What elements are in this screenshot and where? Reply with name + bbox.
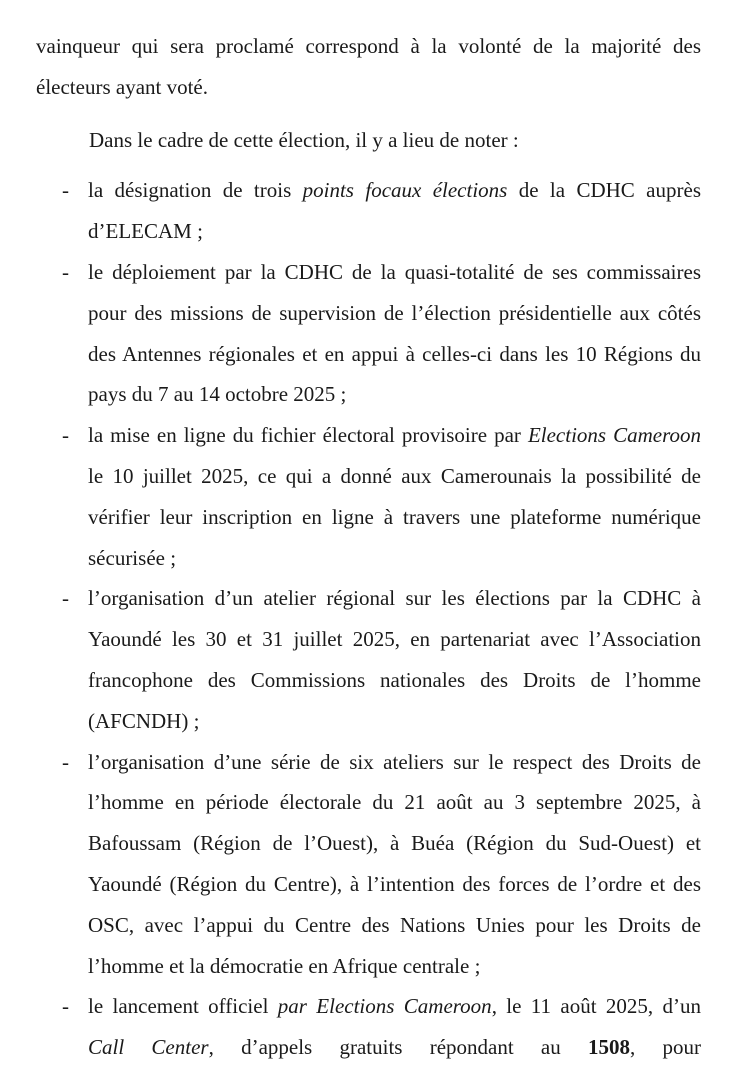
text-span: l’organisation d’un atelier régional sur les élections par la CDHC à Yaoundé les 30 et 31 juillet 2025, en partenariat avec l’Association francophone des Commissions nationales des Droits de l’homme (AFCNDH) ;: [88, 586, 701, 733]
text-span: de la CDHC auprès d’ELECAM ;: [88, 178, 701, 244]
text-span: la désignation de trois: [88, 178, 303, 203]
text-span: , le 11 août 2025, d’un: [491, 994, 701, 1019]
text-span: la mise en ligne du fichier électoral provisoire par: [88, 423, 528, 448]
text-span: le déploiement par la CDHC de la quasi-totalité de ses commissaires pour des missions de supervision de l’élection présidentielle aux côtés des Antennes régionales et en appui à celles-ci dans les 10 Régions du pays du 7 au 14 octobre 2025 ;: [88, 259, 701, 407]
text-span: le 10 juillet 2025, ce qui a donné aux Camerounais la possibilité de vérifier leur inscription en ligne à travers une plateforme numérique sécurisée ;: [88, 463, 701, 570]
opening-paragraph: vainqueur qui sera proclamé correspond à la volonté de la majorité des électeurs ayant voté.: [36, 34, 701, 99]
list-item: [36, 742, 701, 987]
list-item: [36, 252, 701, 415]
bullet-dash: -: [62, 586, 69, 611]
text-span: l’organisation d’une série de six ateliers sur le respect des Droits de l’homme en période électorale du 21 août au 3 septembre 2025, à Bafoussam (Région de l’Ouest), à Buéa (Région du Sud-Ouest) et Yaoundé (Région du Centre), à l’intention des forces de l’ordre et des OSC, avec l’appui du Centre des Nations Unies pour les Droits de l’homme et la démocratie en Afrique centrale ;: [88, 749, 701, 978]
italic-text: Elections Cameroon: [527, 423, 701, 448]
list-item: [36, 986, 701, 1068]
bullet-list: [36, 170, 701, 1068]
list-item: [36, 578, 701, 741]
bullet-dash: -: [62, 259, 69, 284]
document-page: [36, 26, 701, 1068]
bullet-dash: -: [62, 423, 69, 448]
list-item: [36, 415, 701, 578]
text-span: le lancement officiel: [88, 994, 278, 1019]
list-item: [36, 170, 701, 252]
intro-paragraph: Dans le cadre de cette élection, il y a lieu de noter :: [89, 127, 519, 152]
bullet-dash: -: [62, 749, 69, 774]
bold-number: 1508: [588, 1035, 631, 1060]
italic-text: Call Center: [88, 1035, 209, 1060]
italic-text: points focaux élections: [302, 178, 508, 203]
italic-text: par Elections Cameroon: [277, 994, 492, 1019]
bullet-dash: -: [62, 994, 69, 1019]
text-span: , pour: [630, 1035, 702, 1060]
bullet-dash: -: [62, 178, 69, 203]
text-span: , d’appels gratuits répondant au: [208, 1035, 589, 1060]
